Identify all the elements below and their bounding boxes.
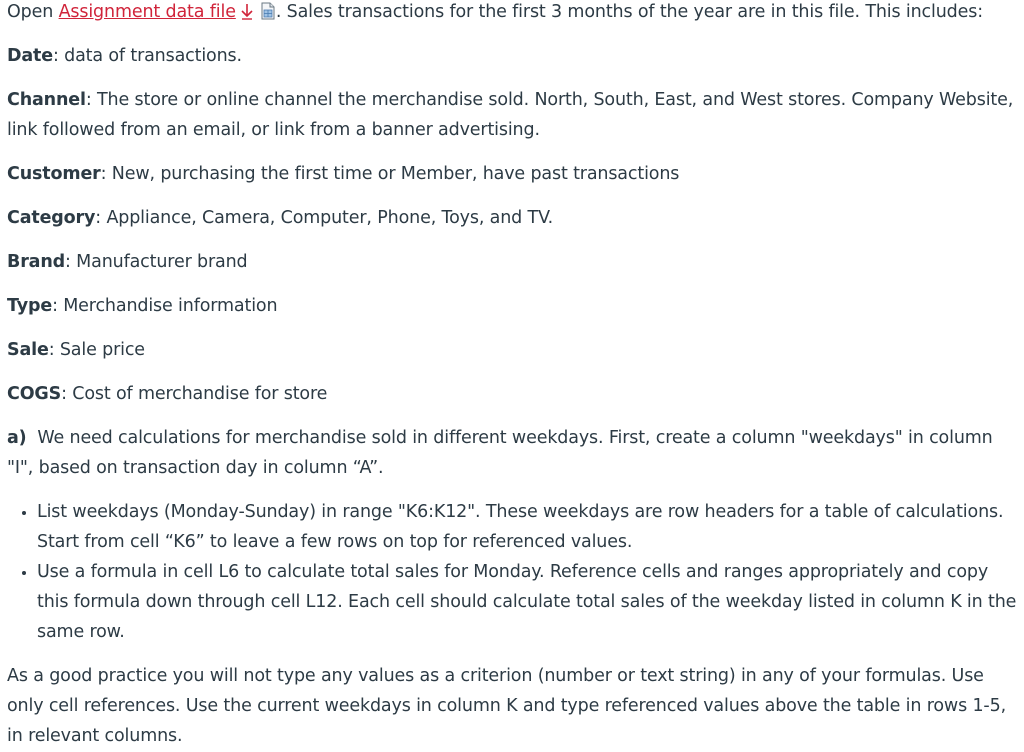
- field-desc: : Sale price: [48, 340, 145, 360]
- field-customer: [7, 159, 1017, 189]
- task-a-label: a): [7, 428, 27, 448]
- field-desc: : Appliance, Camera, Computer, Phone, Toys, and TV.: [95, 208, 554, 228]
- intro-text: . Sales transactions for the first 3 months of the year are in this file. This includes:: [275, 2, 983, 22]
- assignment-data-file-link[interactable]: Assignment data file: [58, 2, 236, 22]
- field-brand: [7, 247, 1017, 277]
- field-desc: : data of transactions.: [52, 46, 242, 66]
- task-a-paragraph: [7, 423, 1017, 483]
- list-item: • Use a formula in cell L6 to calculate total sales for Monday. Reference cells and ranges appropriately and copy this formula down through cell L12. Each cell should calculate total sales of the weekday listed in column K in the same row.: [37, 557, 1017, 647]
- field-type: [7, 291, 1017, 321]
- field-desc: : Cost of merchandise for store: [61, 384, 328, 404]
- intro-paragraph: [7, 0, 1017, 27]
- field-desc: : Merchandise information: [52, 296, 278, 316]
- field-desc: : The store or online channel the merchandise sold. North, South, East, and West stores. Company Website, link followed from an email, or link from a banner advertising.: [7, 90, 1014, 140]
- field-term: Sale: [7, 340, 49, 360]
- field-term: Customer: [7, 164, 101, 184]
- task-a-text: We need calculations for merchandise sold in different weekdays. First, create a column "weekdays" in column "I", based on transaction day in column “A”.: [7, 428, 999, 478]
- field-date: [7, 41, 1017, 71]
- open-label: Open: [7, 2, 54, 22]
- field-term: Brand: [7, 252, 66, 272]
- field-category: [7, 203, 1017, 233]
- field-term: Channel: [7, 90, 86, 110]
- field-term: Date: [7, 46, 53, 66]
- closing-paragraph: As a good practice you will not type any values as a criterion (number or text string) in any of your formulas. Use only cell references. Use the current weekdays in column K and type referenced values above the table in rows 1-5, in relevant columns.: [7, 666, 1006, 746]
- download-arrow-icon[interactable]: [240, 0, 254, 18]
- list-item: • List weekdays (Monday-Sunday) in range "K6:K12". These weekdays are row headers for a table of calculations. Start from cell “K6” to leave a few rows on top for referenced values.: [37, 497, 1017, 557]
- field-desc: : Manufacturer brand: [65, 252, 248, 272]
- spreadsheet-file-icon: [260, 0, 276, 18]
- field-sale: [7, 335, 1017, 365]
- field-desc: : New, purchasing the first time or Member, have past transactions: [100, 164, 680, 184]
- task-a-bullet-list: [7, 497, 1017, 647]
- field-term: Type: [7, 296, 53, 316]
- field-term: Category: [7, 208, 96, 228]
- field-channel: [7, 85, 1017, 145]
- field-term: COGS: [7, 384, 62, 404]
- field-cogs: [7, 379, 1017, 409]
